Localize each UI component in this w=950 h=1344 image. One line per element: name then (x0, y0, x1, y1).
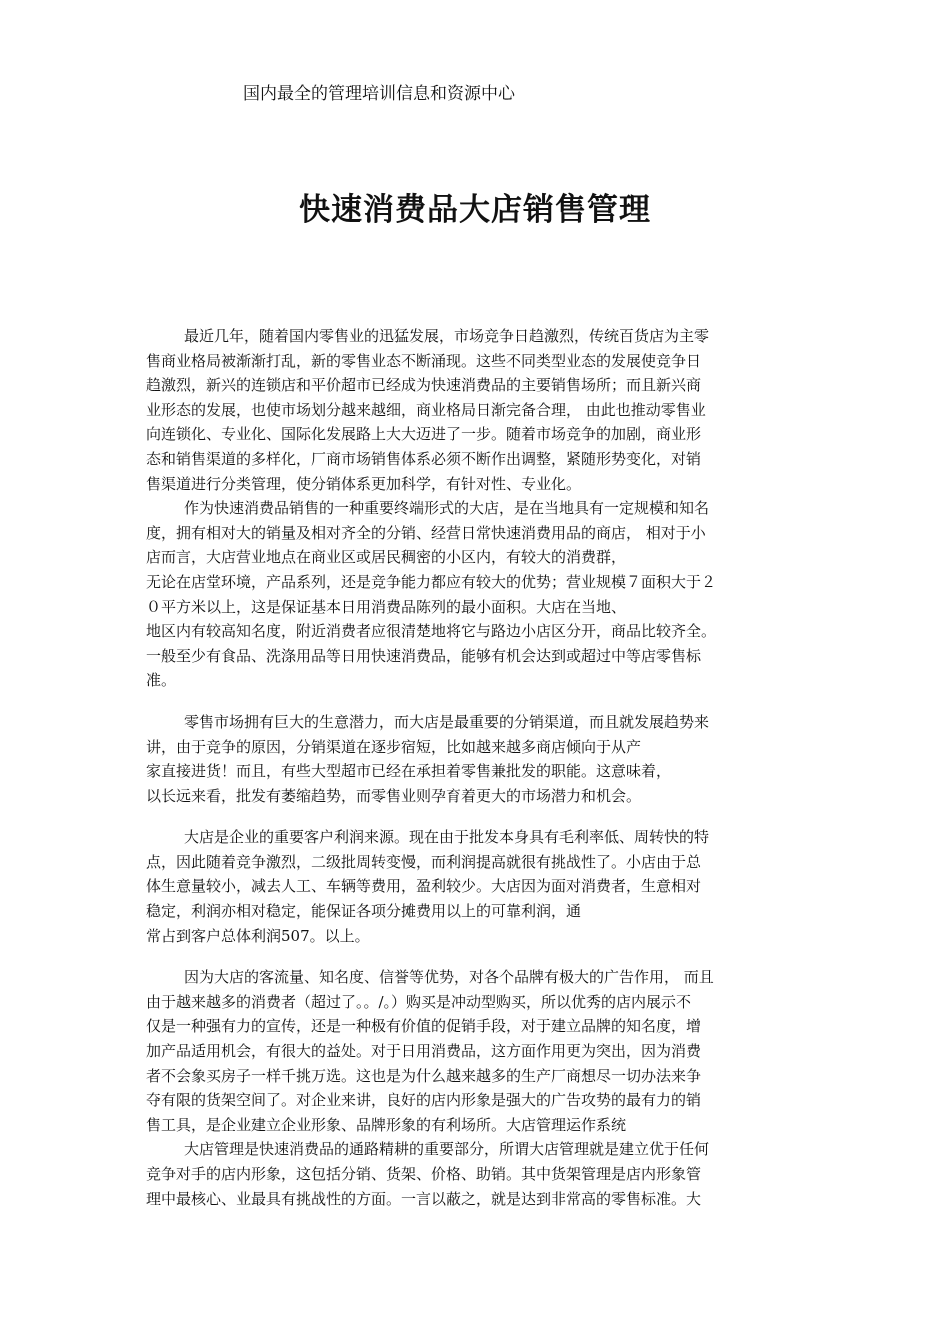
paragraph-line: 地区内有较高知名度，附近消费者应很清楚地将它与路边小店区分开，商品比较齐全。 (146, 622, 717, 641)
paragraph-line: 稳定，利润亦相对稳定，能保证各项分摊费用以上的可靠利润，通 (146, 902, 582, 921)
paragraph (146, 324, 826, 496)
paragraph-gap (146, 808, 826, 825)
paragraph-gap (146, 693, 826, 710)
paragraph-line: 以长远来看，批发有萎缩趋势，而零售业则孕育着更大的市场潜力和机会。 (146, 786, 642, 805)
paragraph-line: 加产品适用机会，有很大的益处。对于日用消费品，这方面作用更为突出，因为消费 (146, 1042, 702, 1061)
paragraph-line: 态和销售渠道的多样化，厂商市场销售体系必须不断作出调整，紧随形势变化，对销 (146, 449, 702, 468)
paragraph-line: 者不会象买房子一样千挑万选。这也是为什么越来越多的生产厂商想尽一切办法来争 (146, 1066, 702, 1085)
paragraph-line: 仅是一种强有力的宣传，还是一种极有价值的促销手段，对于建立品牌的知名度，增 (146, 1017, 702, 1036)
paragraph-line: 大店是企业的重要客户利润来源。现在由于批发本身具有毛利率低、周转快的特 (184, 828, 710, 847)
paragraph-line: 售工具，是企业建立企业形象、品牌形象的有利场所。大店管理运作系统 (146, 1115, 627, 1134)
paragraph (146, 965, 826, 1137)
paragraph-line: 由于越来越多的消费者（超过了。。/。）购买是冲动型购买，所以优秀的店内展示不 (146, 992, 692, 1011)
paragraph-line: 售商业格局被渐渐打乱，新的零售业态不断涌现。这些不同类型业态的发展使竞争日 (146, 351, 702, 370)
document-body (146, 324, 826, 1211)
paragraph-line: 一般至少有食品、洗涤用品等日用快速消费品，能够有机会达到或超过中等店零售标 (146, 646, 702, 665)
paragraph-line: 无论在店堂环境，产品系列，还是竞争能力都应有较大的优势；营业规模７面积大于２ (146, 572, 717, 591)
paragraph (146, 825, 826, 948)
paragraph-line: 业形态的发展，也使市场划分越来越细，商业格局日渐完备合理， 由此也推动零售业 (146, 400, 706, 419)
paragraph-line: 售渠道进行分类管理，使分销体系更加科学，有针对性、专业化。 (146, 474, 582, 493)
paragraph-line: 因为大店的客流量、知名度、信誉等优势，对各个品牌有极大的广告作用， 而且 (184, 968, 714, 987)
paragraph-line: 趋激烈，新兴的连锁店和平价超市已经成为快速消费品的主要销售场所；而且新兴商 (146, 376, 702, 395)
paragraph-line: ０平方米以上，这是保证基本日用消费品陈列的最小面积。大店在当地、 (146, 597, 627, 616)
paragraph-line: 体生意量较小，减去人工、车辆等费用，盈利较少。大店因为面对消费者，生意相对 (146, 877, 702, 896)
paragraph-line: 讲，由于竞争的原因，分销渠道在逐步宿短，比如越来越多商店倾向于从产 (146, 737, 642, 756)
paragraph-line: 度，拥有相对大的销量及相对齐全的分销、经营日常快速消费用品的商店， 相对于小 (146, 523, 706, 542)
paragraph (146, 496, 826, 693)
paragraph-line: 常占到客户总体利润507。以上。 (146, 926, 370, 945)
paragraph-line: 理中最核心、业最具有挑战性的方面。一言以蔽之，就是达到非常高的零售标准。大 (146, 1189, 702, 1208)
paragraph-line: 大店管理是快速消费品的通路精耕的重要部分，所谓大店管理就是建立优于任何 (184, 1140, 710, 1159)
paragraph-line: 准。 (146, 671, 177, 690)
document-title: 快速消费品大店销售管理 (299, 192, 651, 228)
paragraph-line: 家直接进货！而且，有些大型超市已经在承担着零售兼批发的职能。这意味着， (146, 762, 672, 781)
paragraph-line: 点，因此随着竞争激烈，二级批周转变慢，而利润提高就很有挑战性了。小店由于总 (146, 852, 702, 871)
paragraph-line: 夺有限的货架空间了。对企业来讲，良好的店内形象是强大的广告攻势的最有力的销 (146, 1091, 702, 1110)
paragraph-line: 向连锁化、专业化、国际化发展路上大大迈进了一步。随着市场竞争的加剧，商业形 (146, 425, 702, 444)
paragraph-line: 最近几年，随着国内零售业的迅猛发展，市场竞争日趋激烈，传统百货店为主零 (184, 327, 710, 345)
paragraph-line: 零售市场拥有巨大的生意潜力，而大店是最重要的分销渠道，而且就发展趋势来 (184, 712, 710, 731)
paragraph-line: 店而言，大店营业地点在商业区或居民稠密的小区内，有较大的消费群， (146, 548, 627, 567)
paragraph-line: 作为快速消费品销售的一种重要终端形式的大店，是在当地具有一定规模和知名 (184, 499, 710, 518)
paragraph (146, 710, 826, 808)
paragraph (146, 1137, 826, 1211)
paragraph-gap (146, 948, 826, 965)
paragraph-line: 竞争对手的店内形象，这包括分销、货架、价格、助销。其中货架管理是店内形象管 (146, 1165, 702, 1183)
page-header: 国内最全的管理培训信息和资源中心 (243, 84, 515, 104)
